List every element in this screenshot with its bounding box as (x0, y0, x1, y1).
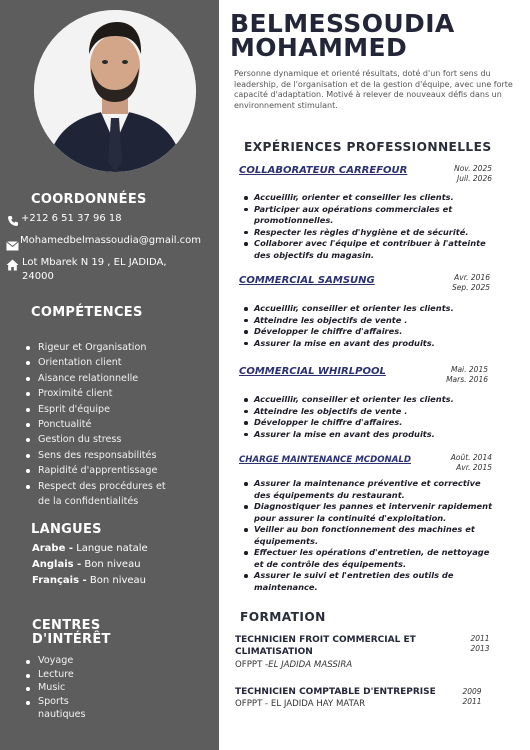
job-title: COMMERCIAL WHIRLPOOL (239, 366, 386, 377)
phone-text: +212 6 51 37 96 18 (21, 213, 122, 224)
experience-title: EXPÉRIENCES PROFESSIONNELLES (244, 140, 492, 154)
address-line2: 24000 (22, 271, 54, 282)
list-item: Esprit d'équipe (25, 402, 166, 417)
job-tasks (239, 303, 454, 349)
list-item: Effectuer les opérations d'entretien, de nettoyage (239, 547, 492, 559)
list-item: Proximité client (25, 386, 166, 401)
phone-icon (7, 212, 19, 231)
list-item: Rigeur et Organisation (25, 340, 166, 355)
list-item-continuation: des objectifs du magasin. (254, 249, 375, 260)
list-item-continuation: de la confidentialités (38, 496, 139, 508)
full-name (230, 9, 455, 62)
formation-item-title: TECHNICIEN FROIT COMMERCIAL ET CLIMATISATION (235, 635, 416, 657)
list-item-continuation: promotionnelles. (254, 215, 334, 225)
list-item: Rapidité d'apprentissage (25, 463, 166, 478)
interests-list (25, 654, 86, 722)
job-tasks (239, 478, 492, 593)
sidebar (0, 0, 219, 750)
job-dates: Août. 2014 Avr. 2015 (450, 453, 492, 472)
languages-title: LANGUES (31, 522, 102, 537)
formation-school: OFPPT -EL JADIDA MASSIRA (235, 660, 353, 670)
list-item: Lecture (25, 668, 86, 682)
list-item: Développer le chiffre d'affaires. (239, 326, 454, 338)
email-text: Mohamedbelmassoudia@gmail.com (20, 235, 202, 246)
language-item: Français - Bon niveau (32, 575, 147, 586)
profile-photo (34, 10, 196, 172)
skills-title: COMPÉTENCES (31, 305, 143, 320)
home-icon (6, 256, 19, 275)
job-title: COMMERCIAL SAMSUNG (239, 275, 375, 286)
list-item: Assurer la mise en avant des produits. (239, 338, 454, 350)
list-item: Respecter les règles d'hygiène et de sécurité. (239, 227, 486, 239)
name-line2: MOHAMMED (230, 33, 408, 62)
job-title: COLLABORATEUR CARREFOUR (239, 165, 408, 176)
address-line1: Lot Mbarek N 19 , EL JADIDA, (22, 257, 167, 268)
list-item: Ponctualité (25, 417, 166, 432)
list-item: Diagnostiquer les pannes et intervenir rapidement (239, 501, 492, 513)
list-item: Assurer la maintenance préventive et corrective (239, 478, 492, 490)
formation-dates: 2009 2011 (462, 687, 482, 706)
job-dates: Nov. 2025 Juil. 2026 (454, 164, 492, 183)
list-item: Collaborer avec l'équipe et contribuer à l'atteinte (239, 238, 486, 250)
list-item: Veiller au bon fonctionnement des machines et (239, 524, 492, 536)
list-item: Aisance relationnelle (25, 371, 166, 386)
contact-title: COORDONNÉES (31, 192, 147, 207)
skills-list (25, 340, 166, 509)
list-item: Orientation client (25, 355, 166, 370)
list-item: Accueillir, orienter et conseiller les clients. (239, 192, 486, 204)
list-item-continuation: équipements. (254, 535, 319, 546)
language-item: Arabe - Langue natale (32, 543, 148, 554)
list-item: Participer aux opérations commerciales et (239, 204, 486, 216)
profile-summary: Personne dynamique et orienté résultats, doté d'un fort sens du leadership, de l'organisation et de la gestion d'équipe, avec une forte capacité d'adaptation. Motivé à relever de nouveaux défis dans un environnement stimulant. (234, 69, 513, 110)
list-item: Accueillir, conseiller et orienter les clients. (239, 303, 454, 315)
formation-item-title: TECHNICIEN COMPTABLE D'ENTREPRISE (235, 687, 436, 697)
list-item: Développer le chiffre d'affaires. (239, 417, 454, 429)
list-item: Accueillir, conseiller et orienter les clients. (239, 394, 454, 406)
job-title: CHARGE MAINTENANCE MCDONALD (239, 455, 411, 465)
list-item: Respect des procédures et (25, 479, 166, 494)
list-item: Voyage (25, 654, 86, 668)
list-item: Assurer la mise en avant des produits. (239, 429, 454, 441)
job-dates: Mai. 2015 Mars. 2016 (446, 365, 488, 384)
list-item: Assurer le suivi et l'entretien des outils de (239, 570, 492, 582)
list-item: Music (25, 681, 86, 695)
email-icon (6, 236, 19, 255)
job-dates: Avr. 2016 Sep. 2025 (452, 273, 490, 292)
list-item: Atteindre les objectifs de vente . (239, 315, 454, 327)
list-item-continuation: nautiques (38, 709, 86, 720)
list-item-continuation: des équipements du restaurant. (254, 489, 405, 500)
list-item-continuation: pour assurer la continuité d'exploitation. (254, 512, 447, 523)
job-tasks (239, 192, 486, 261)
list-item: Atteindre les objectifs de vente . (239, 406, 454, 418)
list-item: Sports (25, 695, 86, 709)
interests-title-line1: CENTRES (32, 618, 101, 633)
interests-title-line2: D'INTÉRÊT (32, 632, 111, 647)
name-line1: BELMESSOUDIA (230, 9, 455, 38)
formation-dates: 2011 2013 (470, 634, 490, 653)
language-item: Anglais - Bon niveau (32, 559, 141, 570)
job-tasks (239, 394, 454, 440)
formation-title: FORMATION (240, 610, 326, 624)
list-item-continuation: maintenance. (254, 581, 318, 592)
list-item: Sens des responsabilités (25, 448, 166, 463)
formation-school: OFPPT - EL JADIDA HAY MATAR (235, 699, 366, 709)
list-item-continuation: et de contrôle des équipements. (254, 558, 407, 569)
list-item: Gestion du stress (25, 432, 166, 447)
